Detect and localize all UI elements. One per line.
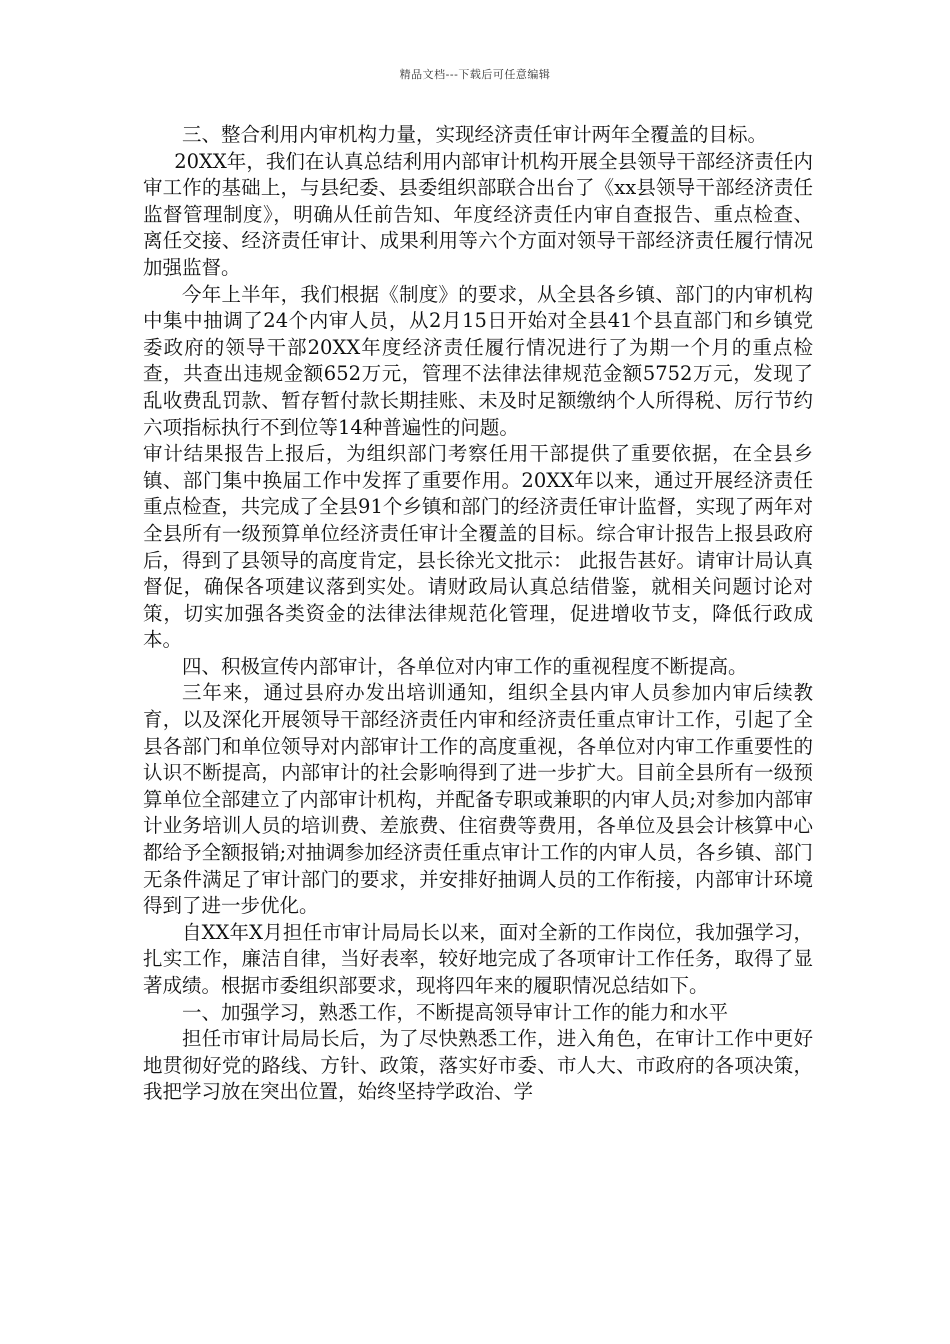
header-note: 精品文档---下载后可任意编辑 [399,68,551,81]
paragraph-section-3-heading: 三、整合利用内审机构力量，实现经济责任审计两年全覆盖的目标。 [182,123,768,146]
paragraph: 今年上半年，我们根据《制度》的要求，从全县各乡镇、部门的内审机构中集中抽调了24个内审人员，从2月15日开始对全县41个县直部门和乡镇党委政府的领导干部20XX年度经济责任履行情况进行了为期一个月的重点检查，共查出违规金额652万元，管理不法律法律规范金额5752万元，发现了乱收费乱罚款、暂存暂付款长期挂账、未及时足额缴纳个人所得税、厉行节约六项指标执行不到位等14种普遍性的问题。 [143,282,813,439]
paragraph-section-1-heading: 一、加强学习，熟悉工作，不断提高领导审计工作的能力和水平 [182,1000,729,1024]
paragraph: 三年来，通过县府办发出培训通知，组织全县内审人员参加内审后续教育，以及深化开展领导干部经济责任内审和经济责任重点审计工作，引起了全县各部门和单位领导对内部审计工作的高度重视，各单位对内审工作重要性的认识不断提高，内部审计的社会影响得到了进一步扩大。目前全县所有一级预算单位全部建立了内部审计机构，并配备专职或兼职的内审人员;对参加内部审计业务培训人员的培训费、差旅费、住宿费等费用，各单位及县会计核算中心都给予全额报销;对抽调参加经济责任重点审计工作的内审人员，各乡镇、部门无条件满足了审计部门的要求，并安排好抽调人员的工作衔接，内部审计环境得到了进一步优化。 [143,681,813,918]
paragraph: 审计结果报告上报后，为组织部门考察任用干部提供了重要依据，在全县乡镇、部门集中换届工作中发挥了重要作用。20XX年以来，通过开展经济责任重点检查，共完成了全县91个乡镇和部门的经济责任审计监督，实现了两年对全县所有一级预算单位经济责任审计全覆盖的目标。综合审计报告上报县政府后，得到了县领导的高度肯定，县长徐光文批示： 此报告甚好。请审计局认真督促，确保各项建议落到实处。请财政局认真总结借鉴，就相关问题讨论对策，切实加强各类资金的法律法律规范化管理，促进增收节支，降低行政成本。 [143,442,813,652]
paragraph: 20XX年，我们在认真总结利用内部审计机构开展全县领导干部经济责任内审工作的基础上，与县纪委、县委组织部联合出台了《xx县领导干部经济责任监督管理制度》，明确从任前告知、年度经济责任内审自查报告、重点检查、离任交接、经济责任审计、成果利用等六个方面对领导干部经济责任履行情况加强监督。 [143,149,813,279]
paragraph: 担任市审计局局长后，为了尽快熟悉工作，进入角色，在审计工作中更好地贯彻好党的路线、方针、政策，落实好市委、市人大、市政府的各项决策，我把学习放在突出位置，始终坚持学政治、学 [143,1027,813,1104]
paragraph: 自XX年X月担任市审计局局长以来，面对全新的工作岗位，我加强学习，扎实工作，廉洁自律，当好表率，较好地完成了各项审计工作任务，取得了显著成绩。根据市委组织部要求，现将四年来的履职情况总结如下。 [143,920,813,997]
paragraph-section-4-heading: 四、积极宣传内部审计，各单位对内审工作的重视程度不断提高。 [182,654,748,678]
document-body [143,122,813,1106]
